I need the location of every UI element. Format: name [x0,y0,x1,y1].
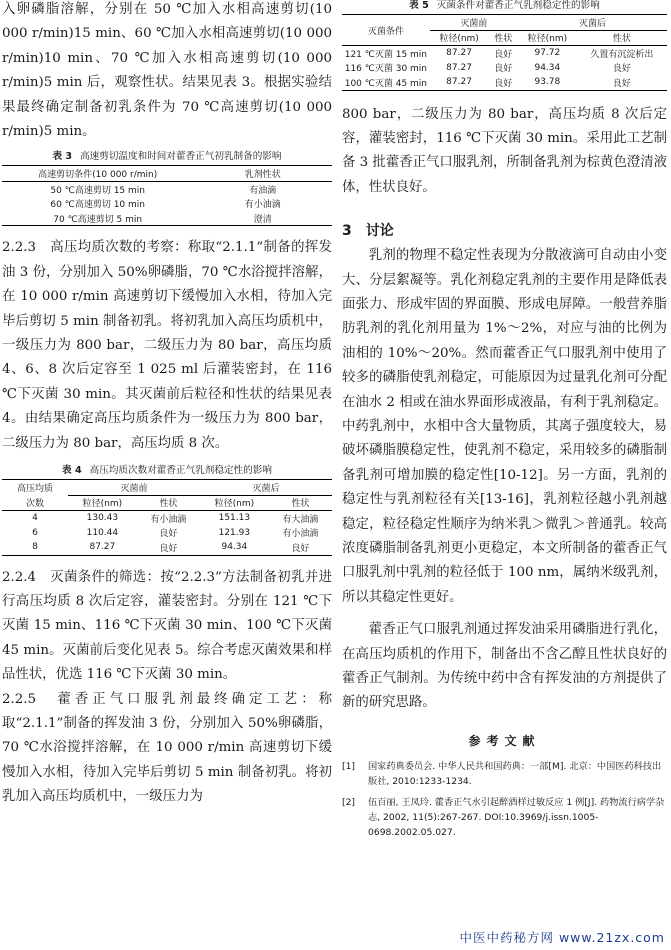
table-row [2,211,332,226]
table-cell: 有油滴 [249,185,277,196]
reference-number: [1] [342,760,356,772]
table-4-label: 表 4 [62,465,82,477]
table-row [2,196,332,211]
references-heading: 参考文献 [468,733,541,748]
table-cell: 良好 [494,64,513,75]
reference-list [342,759,667,840]
paragraph-discussion-2: 藿香正气口服乳剂通过挥发油采用磷脂进行乳化，在高压均质机的作用下，制备出不含乙醇且性状良好的藿香正气制剂。为传统中药中含有挥发油的方剂提供了新的研究思路。 [342,622,667,711]
table-5-header: 灭菌条件 [342,15,430,46]
table-cell: 良好 [159,543,178,554]
table-row [342,46,667,61]
table-cell: 121 ℃灭菌 15 min [344,49,428,60]
table-4-header: 灭菌前 [68,480,200,496]
table-cell: 50 ℃高速剪切 15 min [50,185,145,196]
table-cell: 151.13 [218,513,251,524]
table-row [342,75,667,90]
table-3-label: 表 3 [52,151,73,163]
table-cell: 6 [32,527,38,538]
table-4-header: 性状 [291,499,310,510]
table-5-header: 灭菌后 [518,15,667,31]
table-cell: 121.93 [218,527,251,538]
right-column [342,0,667,840]
paragraph-right-continued: 800 bar，二级压力为 80 bar，高压均质 8 次后定容，灌装密封，116 ℃下灭菌 30 min。采用此工艺制备 3 批藿香正气口服乳剂，所制备乳剂为棕黄色澄清液体，性状良好。 [342,106,668,195]
table-4-header: 高压均质 [16,484,53,495]
table-4-header-row [2,480,332,496]
table-cell: 8 [32,542,38,553]
table-5-header: 灭菌前 [430,15,518,31]
table-cell: 良好 [494,78,513,89]
paragraph-2-2-3: 2.2.3 高压均质次数的考察：称取“2.1.1”制备的挥发油 3 份，分别加入 50%卵磷脂，70 ℃水浴搅拌溶解，在 10 000 r/min 高速剪切下缓慢加入水相，待加入完毕后剪切 5 min 制备初乳。将初乳加入高压均质机中，一级压力为 800 bar，二级压力为 80 bar，高压均质 4、6、8 次后定容至 1 025 ml 后灌装密封，在 116 ℃下灭菌 30 min。其灭菌前后粒径和性状的结果见表 4。由结果确定高压均质条件为一级压力为 800 bar，二级压力为 80 bar，高压均质 8 次。 [2,240,332,451]
table-row [342,61,667,76]
table-4 [2,464,332,556]
section-heading-discussion: 3 讨论 [342,223,394,240]
table-4-header: 性状 [159,499,178,510]
paragraph-discussion-1: 乳剂的物理不稳定性表现为分散液滴可自动由小变大、分层絮凝等。乳化剂稳定乳剂的主要作用是降低表面张力、形成牢固的界面膜、形成电屏障。一般营养脂肪乳剂的乳化剂用量为 1%～2%，对应与油的比例为油相的 10%～20%。然而藿香正气口服乳剂中使用了较多的磷脂使乳剂稳定，可能原因为过量乳化剂可分配在油水 2 相或在油水界面形成液晶，有利于乳剂稳定。中药乳剂中，水相中含大量物质，其离子强度较大，易破坏磷脂膜稳定性，使乳剂不稳定，采用较多的磷脂制备乳剂可增加膜的稳定性[10-12]。另一方面，乳剂的稳定性与乳剂粒径有关[13-16]，乳剂粒径越小乳剂越稳定，粒径稳定性顺序为纳米乳＞微乳＞普通乳。较高浓度磷脂制备乳剂更小更稳定，本文所制备的藿香正气口服乳剂中乳剂的粒径低于 100 nm，属纳米级乳剂，所以其稳定性更好。 [342,248,668,605]
table-cell: 澄清 [253,214,272,225]
paragraph-2-2-5: 2.2.5 藿香正气口服乳剂最终确定工艺：称取“2.1.1”制备的挥发油 3 份，分别加入 50%卵磷脂，70 ℃水浴搅拌溶解，在 10 000 r/min 高速剪切下缓慢加入水相，待加入完毕后剪切 5 min 制备初乳。将初乳加入高压均质机中，一级压力为 [2,691,332,805]
table-3-title: 高速剪切温度和时间对藿香正气初乳制备的影响 [80,151,282,163]
table-4-header: 粒径(nm) [214,499,255,510]
table-cell: 87.27 [446,48,472,59]
table-cell: 110.44 [86,527,119,538]
table-cell: 有小油滴 [244,200,281,211]
table-5-label: 表 5 [409,0,429,11]
table-row [2,181,332,196]
table-5-header-row [342,15,667,31]
reference-item [342,759,667,789]
table-5 [342,0,667,91]
table-cell: 良好 [291,543,310,554]
table-4-caption [2,464,332,477]
reference-text: 伍百丽, 王凤玲. 藿香正气水引起醉酒样过敏反应 1 例[J]. 药物流行病学杂志, 2002, 11(5):267-267. DOI:10.3969/j.issn.1005-0698.2002.05.027. [368,796,665,838]
table-5-header: 粒径(nm) [527,34,568,45]
table-cell: 100 ℃灭菌 45 min [344,78,428,89]
table-5-header: 性状 [494,34,513,45]
table-cell: 有大油滴 [282,514,319,525]
table-4-subheader-row [2,495,332,511]
table-3 [2,150,332,226]
table-5-header: 粒径(nm) [439,34,479,45]
table-row [2,526,332,541]
table-cell: 116 ℃灭菌 30 min [344,64,428,75]
table-4-title: 高压均质次数对藿香正气乳剂稳定性的影响 [89,465,272,477]
table-5-title: 灭菌条件对藿香正气乳剂稳定性的影响 [436,0,600,11]
table-cell: 良好 [159,529,178,540]
table-cell: 97.72 [534,48,561,59]
table-5-header: 性状 [612,34,631,45]
table-cell: 60 ℃高速剪切 10 min [50,200,145,211]
table-cell: 94.34 [221,542,248,553]
left-column [2,0,332,810]
table-3-header-row [2,166,332,182]
table-row [2,511,332,526]
table-cell: 有小油滴 [282,529,319,540]
paragraph-2-2-4: 2.2.4 灭菌条件的筛选：按“2.2.3”方法制备初乳并进行高压均质 8 次后定容，灌装密封。分别在 121 ℃下灭菌 15 min、116 ℃下灭菌 30 min、100 ℃下灭菌 45 min。灭菌前后变化见表 5。综合考虑灭菌效果和样品性状，优选 116 ℃下灭菌 30 min。 [2,569,332,683]
table-cell: 良好 [494,49,513,60]
table-3-header: 乳剂性状 [244,170,281,181]
reference-item [342,795,667,840]
table-cell: 良好 [612,64,631,75]
table-4-header: 灭菌后 [200,480,332,496]
table-cell: 良好 [612,78,631,89]
table-cell: 93.78 [534,77,561,88]
table-row [2,540,332,555]
table-cell: 有小油滴 [150,514,187,525]
table-cell: 久置有沉淀析出 [590,49,654,60]
table-cell: 94.34 [534,62,561,73]
table-3-header: 高速剪切条件(10 000 r/min) [38,170,158,181]
site-watermark: 中医中药秘方网 www.21zx.com [459,930,665,945]
reference-number: [2] [342,796,356,808]
table-cell: 87.27 [446,62,472,73]
table-cell: 70 ℃高速剪切 5 min [53,214,143,225]
reference-text: 国家药典委员会. 中华人民共和国药典：一部[M]. 北京：中国医药科技出版社, 2010:1233-1234. [368,760,662,787]
table-5-caption [342,0,667,12]
table-4-header: 粒径(nm) [82,499,123,510]
table-cell: 87.27 [89,542,116,553]
table-cell: 4 [32,513,38,524]
table-cell: 87.27 [446,77,472,88]
table-3-caption [2,150,332,163]
table-4-header: 次数 [25,499,44,510]
table-cell: 130.43 [86,513,119,524]
paragraph-top-left: 入卵磷脂溶解，分别在 50 ℃加入水相高速剪切(10 000 r/min)15 min、60 ℃加入水相高速剪切(10 000 r/min)10 min、70 ℃加入水相高速剪切(10 000 r/min)5 min 后，观察性状。结果见表 3。根据实验结果最终确定制备初乳条件为 70 ℃高速剪切(10 000 r/min)5 min。 [2,2,332,140]
